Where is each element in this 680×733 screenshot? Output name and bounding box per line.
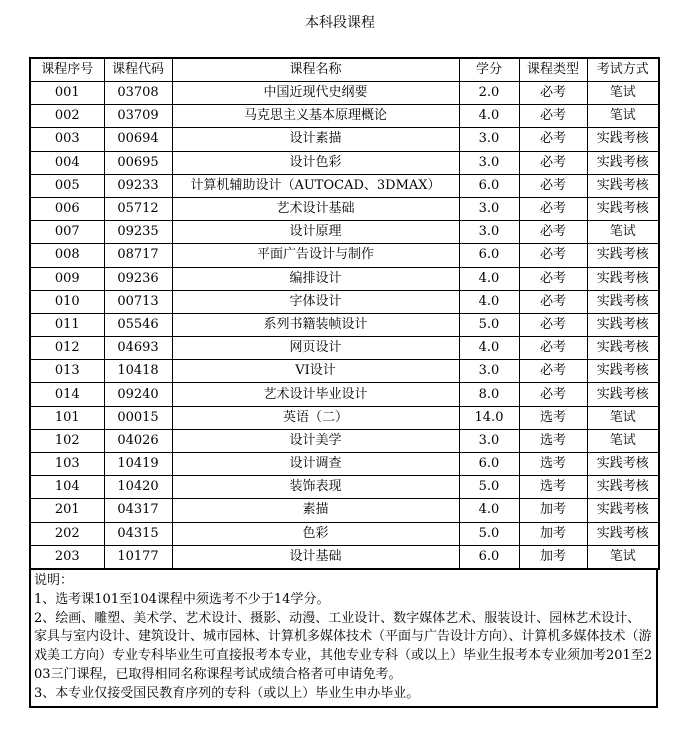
- cell-course-number: 013: [30, 360, 104, 383]
- cell-course-type: 必考: [519, 197, 587, 220]
- cell-course-type: 必考: [519, 383, 587, 406]
- table-row: [30, 453, 659, 476]
- cell-course-name: 编排设计: [172, 267, 459, 290]
- cell-course-type: 必考: [519, 290, 587, 313]
- table-row: [30, 290, 659, 313]
- header-credits: 学分: [459, 58, 519, 82]
- cell-course-number: 003: [30, 128, 104, 151]
- cell-course-type: 必考: [519, 337, 587, 360]
- table-row: [30, 174, 659, 197]
- table-header-row: [30, 58, 659, 82]
- header-course-code: 课程代码: [104, 58, 172, 82]
- cell-exam-method: 实践考核: [587, 244, 659, 267]
- cell-course-name: 装饰表现: [172, 476, 459, 499]
- cell-exam-method: 实践考核: [587, 197, 659, 220]
- cell-course-number: 202: [30, 522, 104, 545]
- cell-course-number: 004: [30, 151, 104, 174]
- course-table-container: [29, 57, 658, 708]
- cell-credits: 4.0: [459, 337, 519, 360]
- cell-course-number: 203: [30, 545, 104, 569]
- cell-course-number: 010: [30, 290, 104, 313]
- table-row: [30, 267, 659, 290]
- cell-exam-method: 实践考核: [587, 267, 659, 290]
- table-row: [30, 244, 659, 267]
- table-row: [30, 128, 659, 151]
- cell-exam-method: 笔试: [587, 221, 659, 244]
- cell-exam-method: 笔试: [587, 406, 659, 429]
- cell-course-code: 04317: [104, 499, 172, 522]
- cell-course-name: 艺术设计基础: [172, 197, 459, 220]
- cell-course-name: 设计素描: [172, 128, 459, 151]
- cell-exam-method: 实践考核: [587, 174, 659, 197]
- cell-course-code: 05712: [104, 197, 172, 220]
- cell-course-number: 011: [30, 313, 104, 336]
- cell-course-code: 10418: [104, 360, 172, 383]
- cell-credits: 6.0: [459, 244, 519, 267]
- cell-course-type: 加考: [519, 499, 587, 522]
- cell-course-name: 系列书籍装帧设计: [172, 313, 459, 336]
- cell-course-code: 09233: [104, 174, 172, 197]
- notes-section: [29, 570, 658, 708]
- table-row: [30, 221, 659, 244]
- table-row: [30, 105, 659, 128]
- cell-course-code: 04026: [104, 429, 172, 452]
- cell-course-number: 104: [30, 476, 104, 499]
- table-row: [30, 151, 659, 174]
- cell-course-name: 设计原理: [172, 221, 459, 244]
- cell-course-number: 008: [30, 244, 104, 267]
- cell-course-name: 设计色彩: [172, 151, 459, 174]
- course-table-body: [30, 82, 659, 569]
- cell-course-type: 必考: [519, 151, 587, 174]
- cell-course-code: 03708: [104, 82, 172, 105]
- cell-course-name: 计算机辅助设计（AUTOCAD、3DMAX）: [172, 174, 459, 197]
- cell-exam-method: 实践考核: [587, 476, 659, 499]
- cell-course-code: 05546: [104, 313, 172, 336]
- cell-course-code: 09240: [104, 383, 172, 406]
- cell-course-type: 选考: [519, 476, 587, 499]
- cell-exam-method: 实践考核: [587, 313, 659, 336]
- cell-course-name: VI设计: [172, 360, 459, 383]
- cell-course-type: 必考: [519, 244, 587, 267]
- cell-course-code: 09236: [104, 267, 172, 290]
- cell-course-name: 色彩: [172, 522, 459, 545]
- cell-course-code: 09235: [104, 221, 172, 244]
- cell-exam-method: 笔试: [587, 545, 659, 569]
- header-course-number: 课程序号: [30, 58, 104, 82]
- cell-course-number: 005: [30, 174, 104, 197]
- table-row: [30, 383, 659, 406]
- cell-course-name: 英语（二）: [172, 406, 459, 429]
- cell-course-code: 10420: [104, 476, 172, 499]
- cell-course-type: 必考: [519, 221, 587, 244]
- cell-exam-method: 实践考核: [587, 383, 659, 406]
- cell-course-code: 08717: [104, 244, 172, 267]
- cell-course-name: 素描: [172, 499, 459, 522]
- cell-exam-method: 实践考核: [587, 337, 659, 360]
- cell-credits: 3.0: [459, 221, 519, 244]
- cell-credits: 4.0: [459, 290, 519, 313]
- cell-credits: 8.0: [459, 383, 519, 406]
- cell-exam-method: 笔试: [587, 82, 659, 105]
- cell-course-number: 012: [30, 337, 104, 360]
- cell-course-number: 101: [30, 406, 104, 429]
- table-row: [30, 313, 659, 336]
- table-row: [30, 476, 659, 499]
- cell-course-name: 网页设计: [172, 337, 459, 360]
- notes-heading: 说明：: [34, 572, 74, 588]
- header-course-name: 课程名称: [172, 58, 459, 82]
- note-item: 1、选考课101至104课程中须选考不少于14学分。: [34, 591, 330, 607]
- cell-course-code: 04315: [104, 522, 172, 545]
- cell-credits: 6.0: [459, 174, 519, 197]
- cell-course-name: 艺术设计毕业设计: [172, 383, 459, 406]
- cell-exam-method: 实践考核: [587, 151, 659, 174]
- cell-course-name: 字体设计: [172, 290, 459, 313]
- cell-course-number: 002: [30, 105, 104, 128]
- cell-course-type: 加考: [519, 522, 587, 545]
- note-item: 3、本专业仅接受国民教育序列的专科（或以上）毕业生申办毕业。: [34, 685, 420, 701]
- cell-credits: 3.0: [459, 197, 519, 220]
- cell-credits: 4.0: [459, 499, 519, 522]
- cell-credits: 3.0: [459, 429, 519, 452]
- cell-course-number: 009: [30, 267, 104, 290]
- page-title: 本科段课程: [305, 15, 375, 31]
- cell-credits: 14.0: [459, 406, 519, 429]
- table-row: [30, 499, 659, 522]
- cell-course-type: 必考: [519, 360, 587, 383]
- cell-course-number: 006: [30, 197, 104, 220]
- table-row: [30, 406, 659, 429]
- cell-course-type: 选考: [519, 406, 587, 429]
- cell-credits: 3.0: [459, 128, 519, 151]
- cell-course-type: 必考: [519, 267, 587, 290]
- cell-course-name: 中国近现代史纲要: [172, 82, 459, 105]
- cell-course-number: 001: [30, 82, 104, 105]
- cell-course-code: 04693: [104, 337, 172, 360]
- table-row: [30, 522, 659, 545]
- cell-course-code: 00695: [104, 151, 172, 174]
- table-row: [30, 197, 659, 220]
- cell-course-type: 选考: [519, 453, 587, 476]
- cell-course-code: 03709: [104, 105, 172, 128]
- cell-exam-method: 笔试: [587, 105, 659, 128]
- cell-exam-method: 实践考核: [587, 453, 659, 476]
- cell-credits: 3.0: [459, 151, 519, 174]
- cell-course-number: 201: [30, 499, 104, 522]
- cell-course-type: 必考: [519, 105, 587, 128]
- cell-course-type: 选考: [519, 429, 587, 452]
- cell-exam-method: 实践考核: [587, 128, 659, 151]
- cell-exam-method: 实践考核: [587, 522, 659, 545]
- cell-credits: 5.0: [459, 476, 519, 499]
- cell-course-code: 00713: [104, 290, 172, 313]
- header-course-type: 课程类型: [519, 58, 587, 82]
- cell-course-code: 00694: [104, 128, 172, 151]
- cell-course-number: 103: [30, 453, 104, 476]
- cell-exam-method: 实践考核: [587, 499, 659, 522]
- cell-course-code: 00015: [104, 406, 172, 429]
- table-row: [30, 429, 659, 452]
- cell-credits: 5.0: [459, 313, 519, 336]
- table-row: [30, 337, 659, 360]
- table-row: [30, 360, 659, 383]
- cell-course-name: 设计基础: [172, 545, 459, 569]
- cell-course-number: 102: [30, 429, 104, 452]
- cell-credits: 4.0: [459, 105, 519, 128]
- cell-course-type: 加考: [519, 545, 587, 569]
- table-row: [30, 82, 659, 105]
- cell-exam-method: 实践考核: [587, 360, 659, 383]
- cell-course-type: 必考: [519, 128, 587, 151]
- cell-course-type: 必考: [519, 313, 587, 336]
- course-table: [29, 57, 660, 570]
- cell-course-code: 10419: [104, 453, 172, 476]
- cell-credits: 5.0: [459, 522, 519, 545]
- cell-course-name: 马克思主义基本原理概论: [172, 105, 459, 128]
- cell-exam-method: 实践考核: [587, 290, 659, 313]
- cell-credits: 4.0: [459, 267, 519, 290]
- header-exam-method: 考试方式: [587, 58, 659, 82]
- cell-course-type: 必考: [519, 82, 587, 105]
- cell-course-number: 014: [30, 383, 104, 406]
- cell-credits: 6.0: [459, 453, 519, 476]
- cell-course-code: 10177: [104, 545, 172, 569]
- table-row: [30, 545, 659, 569]
- cell-course-name: 设计调查: [172, 453, 459, 476]
- cell-course-number: 007: [30, 221, 104, 244]
- cell-course-name: 设计美学: [172, 429, 459, 452]
- cell-credits: 6.0: [459, 545, 519, 569]
- cell-credits: 3.0: [459, 360, 519, 383]
- cell-course-type: 必考: [519, 174, 587, 197]
- cell-credits: 2.0: [459, 82, 519, 105]
- cell-exam-method: 笔试: [587, 429, 659, 452]
- note-item: 2、绘画、雕塑、美术学、艺术设计、摄影、动漫、工业设计、数字媒体艺术、服装设计、园林艺术设计、家具与室内设计、建筑设计、城市园林、计算机多媒体技术（平面与广告设计方向）、计算机多媒体技术（游戏美工方向）专业专科毕业生可直接报考本专业，其他专业专科（或以上）毕业生报考本专业须加考201至203三门课程，已取得相同名称课程考试成绩合格者可申请免考。: [34, 610, 653, 682]
- cell-course-name: 平面广告设计与制作: [172, 244, 459, 267]
